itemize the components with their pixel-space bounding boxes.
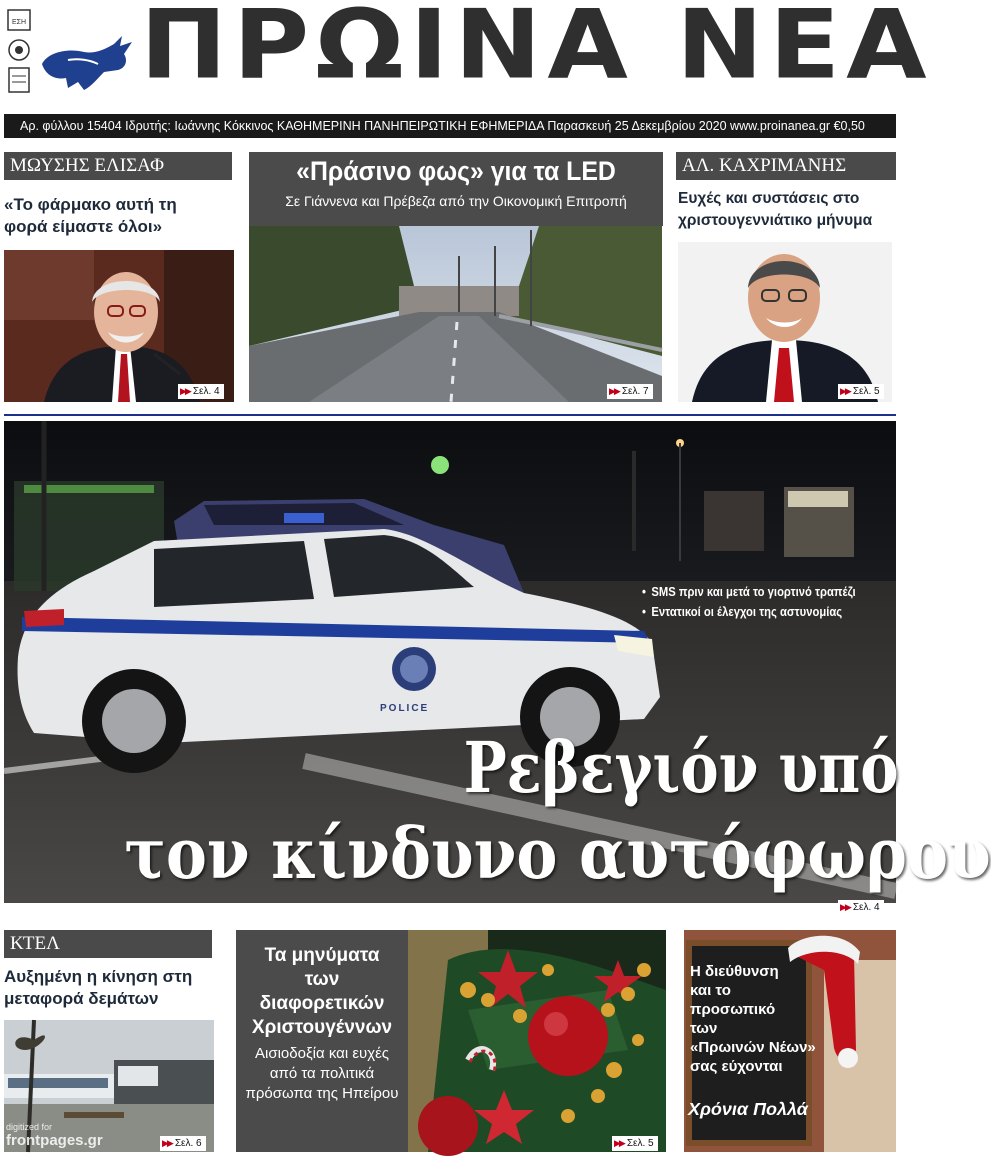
main-headline-line-2[interactable]: τον κίνδυνο αυτόφωρου xyxy=(124,812,991,895)
headline-elisaf-line-1: «Το φάρμακο αυτή τη xyxy=(4,195,177,214)
headline-kachrimanis-line-1: Ευχές και συστάσεις στο xyxy=(678,190,860,207)
greeting-box[interactable] xyxy=(684,930,896,1152)
page-ref-led[interactable]: ▶▶ Σελ. 7 xyxy=(607,384,653,399)
masthead-title: ΠΡΩΙΝΑ ΝΕΑ xyxy=(140,0,933,101)
police-text: POLICE xyxy=(380,703,430,714)
headline-elisaf-line-2: φορά είμαστε όλοι» xyxy=(4,217,163,236)
greeting-wish: Χρόνια Πολλά xyxy=(688,1099,808,1119)
page-ref-elisaf[interactable]: ▶▶ Σελ. 4 xyxy=(178,384,224,399)
section-label-elisaf: ΜΩΥΣΗΣ ΕΛΙΣΑΦ xyxy=(4,152,232,180)
headline-ktel-line-2: μεταφορά δεμάτων xyxy=(4,989,159,1008)
headline-ktel-line-1: Αυξημένη η κίνηση στη xyxy=(4,967,193,986)
page-ref-main[interactable]: ▶▶ Σελ. 4 xyxy=(838,900,884,915)
headline-elisaf[interactable] xyxy=(4,194,244,238)
page-ref-kachrimanis[interactable]: ▶▶ Σελ. 5 xyxy=(838,384,884,399)
headline-kachrimanis-line-2: χριστουγεννιάτικο μήνυμα xyxy=(678,212,873,229)
page-arrow-icon: ▶▶ xyxy=(180,386,190,396)
photo-christmas-tree[interactable] xyxy=(408,930,666,1152)
section-label-kachrimanis: ΑΛ. ΚΑΧΡΙΜΑΝΗΣ xyxy=(676,152,896,180)
issue-info-bar: Αρ. φύλλου 15404 Ιδρυτής: Ιωάννης Κόκκινος ΚΑΘΗΜΕΡΙΝΗ ΠΑΝΗΠΕΙΡΩΤΙΚΗ ΕΦΗΜΕΡΙΔΑ Παρασκευή 25 Δεκεμβρίου 2020 www.proinanea.gr €0,50 xyxy=(4,114,896,138)
photo-kachrimanis[interactable] xyxy=(678,242,892,402)
headline-kachrimanis[interactable] xyxy=(678,188,898,232)
bullet-item: • Εντατικοί οι έλεγχοι της αστυνομίας xyxy=(642,605,843,619)
page-arrow-icon: ▶▶ xyxy=(840,386,850,396)
photo-elisaf[interactable] xyxy=(4,250,234,402)
watermark-line-2: frontpages.gr xyxy=(6,1132,103,1149)
svg-text:ΕΣΗ: ΕΣΗ xyxy=(11,19,27,26)
headline-led[interactable]: «Πράσινο φως» για τα LED xyxy=(296,156,616,186)
main-story-bullets xyxy=(642,582,892,622)
page-ref-ktel[interactable]: ▶▶ Σελ. 6 xyxy=(160,1136,206,1151)
bullet-item: • SMS πριν και μετά το γιορτινό τραπέζι xyxy=(642,585,856,599)
christmas-messages-box[interactable] xyxy=(236,930,408,1152)
christmas-subhead: Αισιοδοξία και ευχές από τα πολιτικά πρόσωπα της Ηπείρου xyxy=(245,1045,399,1102)
page-ref-christmas[interactable]: ▶▶ Σελ. 5 xyxy=(612,1136,658,1151)
subhead-led: Σε Γιάννενα και Πρέβεζα από την Οικονομική Επιτροπή xyxy=(285,193,627,209)
greeting-text: Η διεύθυνση και το προσωπικό των «Πρωινών Νέων» σας εύχονται xyxy=(690,963,816,1075)
section-label-ktel: ΚΤΕΛ xyxy=(4,930,212,958)
page-arrow-icon: ▶▶ xyxy=(840,902,850,912)
page-arrow-icon: ▶▶ xyxy=(609,386,619,396)
bull-logo-icon xyxy=(38,30,138,94)
main-headline-line-1[interactable]: Ρεβεγιόν υπό xyxy=(463,726,899,809)
christmas-headline: Τα μηνύματα των διαφορετικών Χριστουγέννων xyxy=(251,945,393,1038)
headline-ktel[interactable] xyxy=(4,966,230,1010)
page-arrow-icon: ▶▶ xyxy=(162,1138,172,1148)
section-divider xyxy=(4,414,896,416)
photo-led-road[interactable] xyxy=(249,226,662,402)
watermark-line-1: digitized for xyxy=(6,1122,53,1132)
esiea-emblem-icon xyxy=(4,6,34,98)
led-header-box xyxy=(249,152,663,226)
page-arrow-icon: ▶▶ xyxy=(614,1138,624,1148)
